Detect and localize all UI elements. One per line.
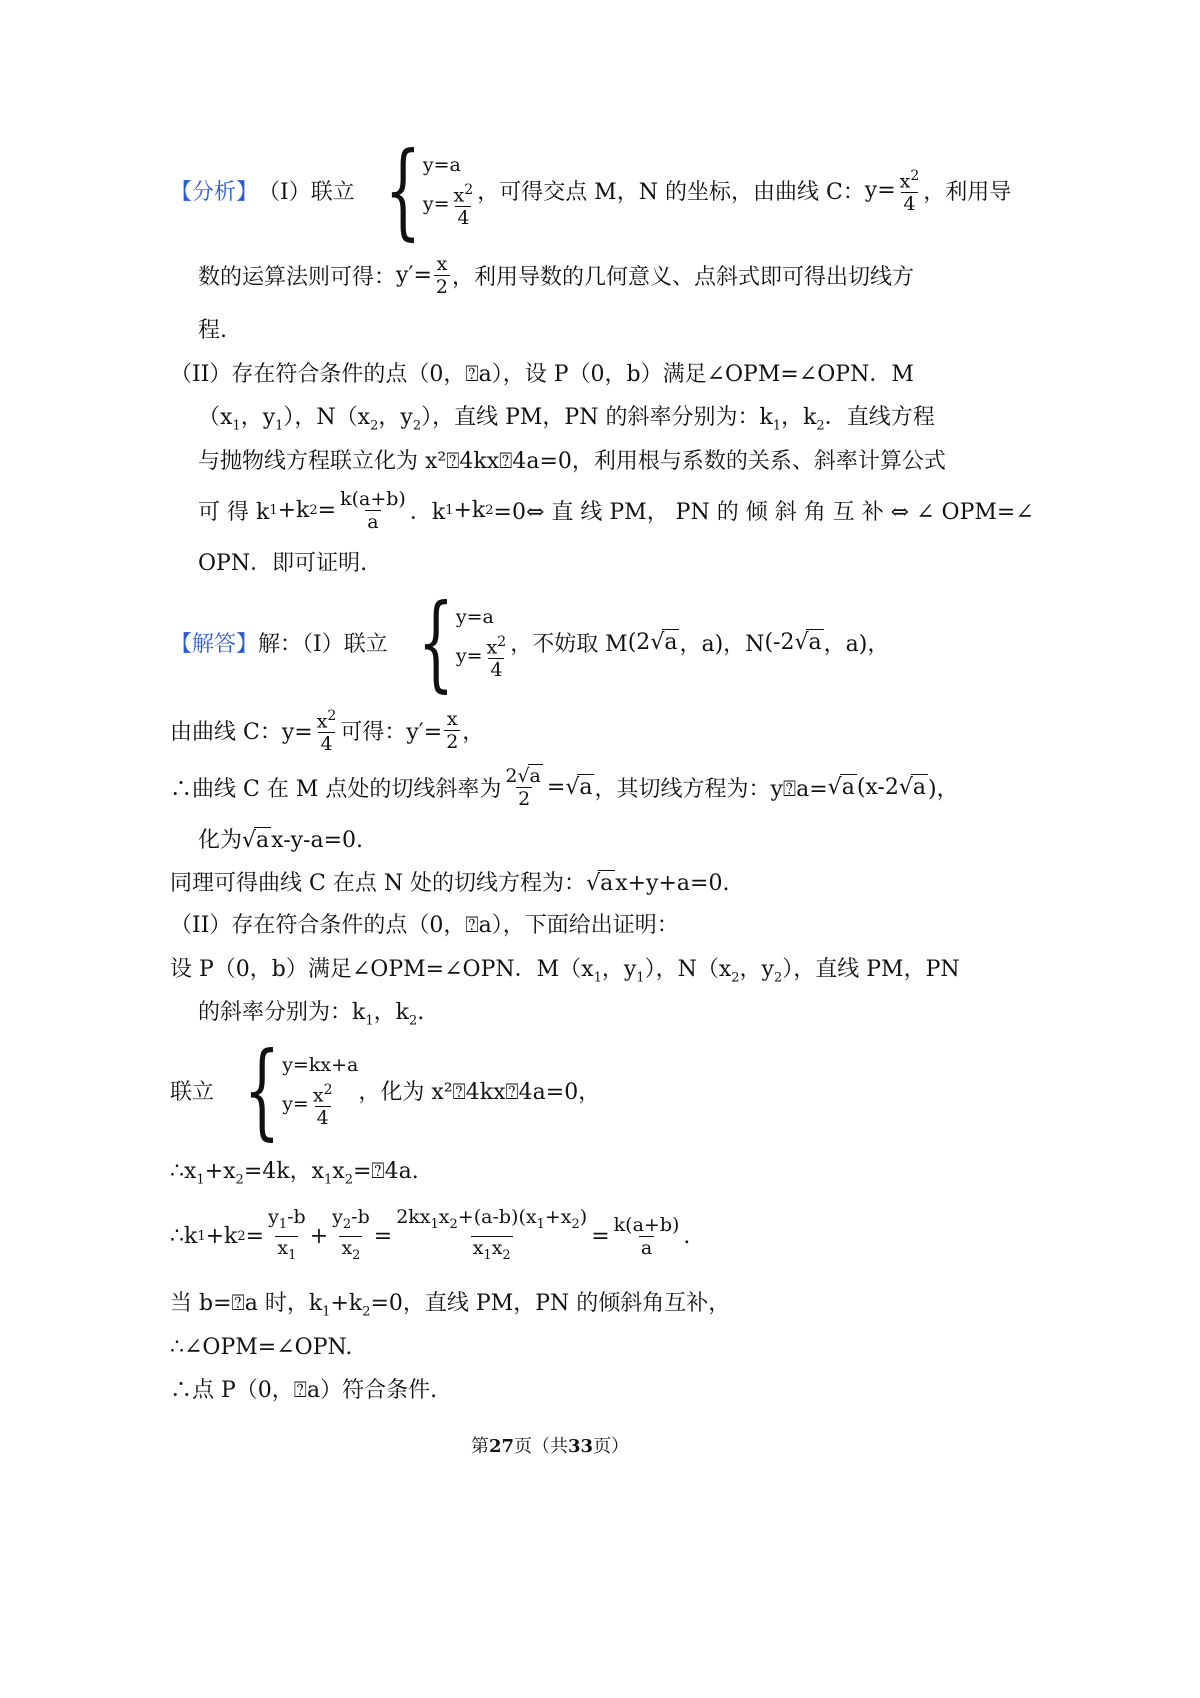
answer-line-9: 联立 { y=kx+a y= $\frac{x^2}{4}$ ，化为 x²⍰4kx⍰4a=0， (170, 1029, 601, 1151)
text: y′= (396, 262, 432, 288)
fraction: $\frac{2kx_1x_2+(a-b)(x_1+x_2)}{x_1x_2}$ (394, 1206, 589, 1267)
text: ，利用导 (923, 179, 1012, 205)
analysis-line-6: 与抛物线方程联立化为 x²⍰4kx⍰4a=0，利用根与系数的关系、斜率计算公式 (198, 449, 946, 474)
page-total: 33 (568, 1436, 594, 1457)
answer-line-3: ∴曲线 C 在 M 点处的切线斜率为 $\frac{2√a}{2}$ = √a ，其切线方程为：y⍰a= √a (x-2 √a )， (170, 764, 959, 810)
equation-system (214, 1029, 359, 1151)
equation-system (388, 581, 510, 703)
answer-line-12: 当 b=⍰a 时，$k_1+k_2=0$，直线 PM，PN 的倾斜角互补， (170, 1291, 731, 1320)
text: y= (422, 192, 450, 215)
page-number: 27 (488, 1436, 514, 1457)
page-footer: 第27页（共33页） (470, 1436, 630, 1457)
brace-icon: { (243, 1029, 281, 1151)
fraction: $\frac{k(a+b)}{a}$ (613, 1213, 680, 1259)
sqrt-icon: √a (586, 871, 614, 896)
system-row: y=a (422, 153, 461, 176)
system-row: y= $\frac{x^2}{4}$ (455, 633, 507, 682)
equation-system (355, 129, 477, 251)
fraction: $\frac{x^2}{4}$ (899, 167, 920, 216)
analysis-line-2 (198, 250, 914, 300)
analysis-line-3: 程. (198, 318, 227, 343)
answer-line-2: 由曲线 C：y= $\frac{x^2}{4}$ 可得：y′= $\frac{x}{2}$ ， (170, 707, 485, 756)
answer-line-10: $\therefore x_1+x_2=4k$，$x_1x_2=⍰4a$. (170, 1159, 419, 1188)
system-row: y=a (455, 605, 494, 628)
system-row (423, 179, 477, 229)
answer-line-1: 【解答】 解：（I）联立 { y=a y= $\frac{x^2}{4}$ ，不妨取 M (2 √a ，a) ，N (-2 √a ，a) ， (170, 581, 890, 703)
system-row: y=kx+a (282, 1053, 359, 1076)
analysis-line-5: （$x_1$，$y_1$），$N(x_2$，$y_2$），直线 PM，PN 的斜率分别为：$k_1$，$k_2$．直线方程 (198, 405, 935, 434)
answer-line-7: 设 P（0，b）满足∠OPM=∠OPN．$M(x_1$，$y_1$），$N(x_2$，$y_2$），直线 PM，PN (170, 957, 960, 986)
answer-line-8: 的斜率分别为：$k_1$，$k_2$. (198, 1000, 425, 1029)
brace-icon: { (384, 129, 421, 251)
analysis-line-8: OPN．即可证明. (198, 551, 368, 576)
sqrt-icon: √a (650, 629, 678, 655)
fraction: $\frac{y_1-b}{x_1}$ (266, 1206, 308, 1267)
fraction: $\frac{y_2-b}{x_2}$ (330, 1206, 372, 1267)
analysis-tag: 【分析】 (170, 179, 259, 205)
fraction: $\frac{x^2}{4}$ (453, 181, 474, 230)
system-row: y= $\frac{x^2}{4}$ (282, 1081, 333, 1130)
analysis-line-4: （II）存在符合条件的点（0，⍰a），设 P（0，b）满足∠OPM=∠OPN．M (170, 362, 914, 387)
analysis-line-1 (170, 129, 1012, 251)
answer-line-13: ∴∠OPM=∠OPN. (170, 1335, 353, 1360)
sqrt-icon: √a (794, 629, 822, 655)
answer-line-11: ∴k 1 +k 2 = $\frac{y_1-b}{x_1}$ + $\frac{y_2-b}{x_2}$ = $\frac{2kx_1x_2+(a-b)(x_1+x_2)}{x_1x_2}$ = $\frac{k(a+b)}{a}$ . (170, 1205, 690, 1267)
brace-icon: { (417, 581, 454, 703)
fraction: $\frac{k(a+b)}{a}$ (340, 487, 406, 533)
text: （I）联立 (258, 179, 355, 205)
text: 数的运算法则可得： (198, 264, 397, 290)
answer-line-14: ∴点 P（0，⍰a）符合条件. (170, 1378, 438, 1403)
answer-line-5: 同理可得曲线 C 在点 N 处的切线方程为：√ax+y+a=0. (170, 869, 729, 899)
sqrt-icon: √a (242, 828, 270, 853)
text: ，可得交点 M，N 的坐标，由曲线 C： (477, 179, 865, 205)
answer-line-6: （II）存在符合条件的点（0，⍰a），下面给出证明： (170, 913, 679, 938)
fraction: $\frac{x}{2}$ (435, 252, 448, 298)
analysis-line-7: 可 得 k 1 +k 2 = $\frac{k(a+b)}{a}$ ．k 1 +k 2 =0⇔ 直 线 PM， PN 的 倾 斜 角 互 补 ⇔ ∠ OPM=∠ (198, 487, 1034, 533)
answer-tag: 【解答】 (170, 631, 259, 657)
text: ，利用导数的几何意义、点斜式即可得出切线方 (451, 264, 914, 290)
text: y= (864, 177, 896, 203)
text: 解：（I）联立 (258, 631, 388, 657)
sqrt-icon: √a (565, 774, 593, 800)
answer-line-4: 化为√ax-y-a=0. (198, 826, 363, 856)
